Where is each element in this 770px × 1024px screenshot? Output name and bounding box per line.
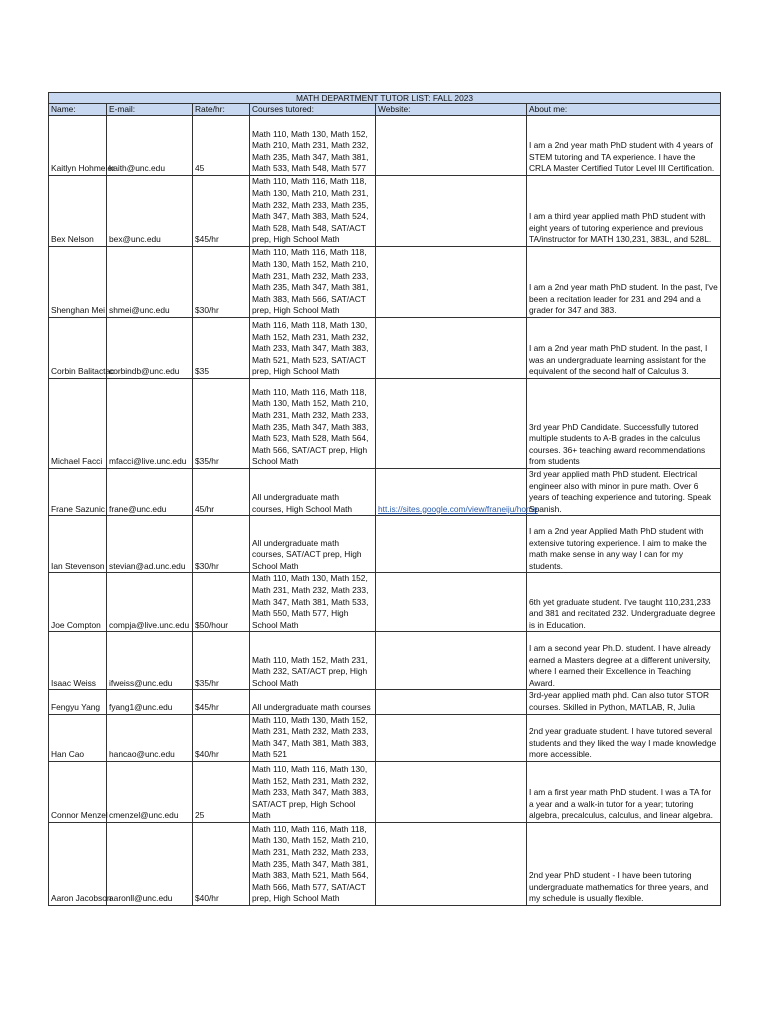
tutor-courses: All undergraduate math courses	[250, 690, 376, 714]
tutor-website	[376, 318, 527, 379]
tutor-name: Fengyu Yang	[49, 690, 107, 714]
tutor-courses: Math 110, Math 116, Math 130, Math 152, Math 231, Math 232, Math 233, Math 347, Math 383, SAT/ACT prep, High School Math	[250, 761, 376, 822]
tutor-email[interactable]: cmenzel@unc.edu	[107, 761, 193, 822]
tutor-name: Connor Menzel	[49, 761, 107, 822]
tutor-name: Isaac Weiss	[49, 632, 107, 690]
tutor-about: I am a first year math PhD student. I was a TA for a year and a walk-in tutor for a year; tutoring algebra, precalculus, calculus, and linear algebra.	[527, 761, 721, 822]
header-courses: Courses tutored:	[250, 104, 376, 116]
tutor-list-table	[48, 92, 721, 906]
tutor-courses: Math 110, Math 130, Math 152, Math 231, Math 232, Math 233, Math 347, Math 381, Math 383, Math 521	[250, 714, 376, 761]
tutor-email[interactable]: bex@unc.edu	[107, 176, 193, 247]
tutor-courses: Math 110, Math 116, Math 118, Math 130, Math 152, Math 210, Math 231, Math 232, Math 233, Math 235, Math 347, Math 381, Math 383, Math 521, Math 564, Math 566, Math 577, SAT/ACT prep, High School Math	[250, 822, 376, 905]
table-row	[49, 247, 721, 318]
tutor-website	[376, 379, 527, 469]
tutor-about: 6th yet graduate student. I've taught 110,231,233 and 381 and recitated 232. Undergraduate degree is in Education.	[527, 573, 721, 632]
tutor-about: 3rd year applied math PhD student. Electrical engineer also with minor in pure math. Over 6 years of teaching experience and tutoring. Speak Spanish.	[527, 469, 721, 516]
tutor-about: I am a 2nd year Applied Math PhD student with extensive tutoring experience. I aim to make the math make sense in any way I can for my students.	[527, 516, 721, 573]
tutor-name: Shenghan Mei	[49, 247, 107, 318]
table-row	[49, 714, 721, 761]
header-about: About me:	[527, 104, 721, 116]
tutor-website	[376, 176, 527, 247]
tutor-rate: 25	[193, 761, 250, 822]
tutor-name: Joe Compton	[49, 573, 107, 632]
tutor-rate: $45/hr	[193, 176, 250, 247]
tutor-website	[376, 516, 527, 573]
tutor-courses: Math 116, Math 118, Math 130, Math 152, Math 231, Math 232, Math 233, Math 347, Math 383, Math 521, Math 523, SAT/ACT prep, High School Math	[250, 318, 376, 379]
tutor-email[interactable]: frane@unc.edu	[107, 469, 193, 516]
website-link[interactable]: htt.is://sites.google.com/view/franeiju/home	[378, 503, 538, 514]
tutor-website[interactable]	[376, 469, 538, 516]
tutor-rate: $35/hr	[193, 632, 250, 690]
tutor-name: Kaitlyn Hohmeier	[49, 116, 107, 176]
tutor-email[interactable]: mfacci@live.unc.edu	[107, 379, 193, 469]
tutor-name: Michael Facci	[49, 379, 107, 469]
tutor-courses: Math 110, Math 116, Math 118, Math 130, Math 152, Math 210, Math 231, Math 232, Math 233, Math 235, Math 347, Math 383, Math 523, Math 528, Math 564, Math 566, SAT/ACT prep, High School Math	[250, 379, 376, 469]
tutor-courses: Math 110, Math 116, Math 118, Math 130, Math 210, Math 231, Math 232, Math 233, Math 235, Math 347, Math 383, Math 524, Math 528, Math 548, SAT/ACT prep, High School Math	[250, 176, 376, 247]
header-row	[49, 104, 721, 116]
tutor-about: 3rd year PhD Candidate. Successfully tutored multiple students to A-B grades in the calculus courses. 36+ teaching award recommendations from students	[527, 379, 721, 469]
table-row	[49, 318, 721, 379]
tutor-name: Ian Stevenson	[49, 516, 107, 573]
tutor-rate: $35	[193, 318, 250, 379]
tutor-about: I am a 2nd year math PhD student. In the past, I've been a recitation leader for 231 and 294 and a grader for 347 and 383.	[527, 247, 721, 318]
table-row	[49, 632, 721, 690]
tutor-courses: All undergraduate math courses, SAT/ACT prep, High School Math	[250, 516, 376, 573]
tutor-name: Frane Sazunic	[49, 469, 107, 516]
tutor-rate: 45	[193, 116, 250, 176]
table-row	[49, 690, 721, 714]
tutor-courses: Math 110, Math 116, Math 118, Math 130, Math 152, Math 210, Math 231, Math 232, Math 233, Math 235, Math 347, Math 381, Math 383, Math 566, SAT/ACT prep, High School Math	[250, 247, 376, 318]
table-row	[49, 469, 721, 516]
tutor-email[interactable]: ifweiss@unc.edu	[107, 632, 193, 690]
tutor-email[interactable]: aaronll@unc.edu	[107, 822, 193, 905]
tutor-website	[376, 116, 527, 176]
title-row	[49, 93, 721, 104]
tutor-rate: $30/hr	[193, 516, 250, 573]
tutor-about: 2nd year graduate student. I have tutored several students and they liked the way I made knowledge more accessible.	[527, 714, 721, 761]
tutor-website	[376, 714, 527, 761]
tutor-website	[376, 690, 527, 714]
tutor-name: Corbin Balitactac	[49, 318, 107, 379]
tutor-email[interactable]: stevian@ad.unc.edu	[107, 516, 193, 573]
header-email: E-mail:	[107, 104, 193, 116]
tutor-website	[376, 573, 527, 632]
table-row	[49, 116, 721, 176]
tutor-courses: All undergraduate math courses, High School Math	[250, 469, 376, 516]
tutor-courses: Math 110, Math 130, Math 152, Math 210, Math 231, Math 232, Math 235, Math 347, Math 381, Math 533, Math 548, Math 577	[250, 116, 376, 176]
table-row	[49, 176, 721, 247]
tutor-rate: $45/hr	[193, 690, 250, 714]
tutor-name: Han Cao	[49, 714, 107, 761]
table-row	[49, 761, 721, 822]
tutor-website	[376, 822, 527, 905]
table-row	[49, 379, 721, 469]
tutor-about: I am a second year Ph.D. student. I have already earned a Masters degree at a different university, where I earned their Excellence in Teaching Award.	[527, 632, 721, 690]
tutor-rate: 45/hr	[193, 469, 250, 516]
header-website: Website:	[376, 104, 527, 116]
tutor-website	[376, 632, 527, 690]
tutor-name: Bex Nelson	[49, 176, 107, 247]
tutor-rate: $40/hr	[193, 822, 250, 905]
table-row	[49, 516, 721, 573]
tutor-email[interactable]: fyang1@unc.edu	[107, 690, 193, 714]
header-rate: Rate/hr:	[193, 104, 250, 116]
tutor-email[interactable]: compja@live.unc.edu	[107, 573, 193, 632]
header-name: Name:	[49, 104, 107, 116]
tutor-email[interactable]: shmei@unc.edu	[107, 247, 193, 318]
table-row	[49, 573, 721, 632]
tutor-about: 2nd year PhD student - I have been tutoring undergraduate mathematics for three years, and my schedule is usually flexible.	[527, 822, 721, 905]
tutor-email[interactable]: hancao@unc.edu	[107, 714, 193, 761]
table-row	[49, 822, 721, 905]
tutor-name: Aaron Jacobson	[49, 822, 107, 905]
tutor-about: I am a 2nd year math PhD student with 4 years of STEM tutoring and TA experience. I have the CRLA Master Certified Tutor Level III Certification.	[527, 116, 721, 176]
tutor-courses: Math 110, Math 152, Math 231, Math 232, SAT/ACT prep, High School Math	[250, 632, 376, 690]
tutor-courses: Math 110, Math 130, Math 152, Math 231, Math 232, Math 233, Math 347, Math 381, Math 533, Math 550, Math 577, High School Math	[250, 573, 376, 632]
tutor-email[interactable]: kaith@unc.edu	[107, 116, 193, 176]
tutor-website	[376, 761, 527, 822]
tutor-rate: $30/hr	[193, 247, 250, 318]
tutor-about: I am a third year applied math PhD student with eight years of tutoring experience and previous TA/instructor for MATH 130,231, 383L, and 528L.	[527, 176, 721, 247]
tutor-rate: $40/hr	[193, 714, 250, 761]
tutor-rate: $35/hr	[193, 379, 250, 469]
tutor-about: I am a 2nd year math PhD student. In the past, I was an undergraduate learning assistant for the equivalent of the second half of Calculus 3.	[527, 318, 721, 379]
sheet-title: MATH DEPARTMENT TUTOR LIST: FALL 2023	[49, 93, 721, 104]
tutor-rows	[49, 116, 721, 906]
tutor-website	[376, 247, 527, 318]
tutor-email[interactable]: corbindb@unc.edu	[107, 318, 193, 379]
tutor-about: 3rd-year applied math phd. Can also tutor STOR courses. Skilled in Python, MATLAB, R, Julia	[527, 690, 721, 714]
tutor-rate: $50/hour	[193, 573, 250, 632]
